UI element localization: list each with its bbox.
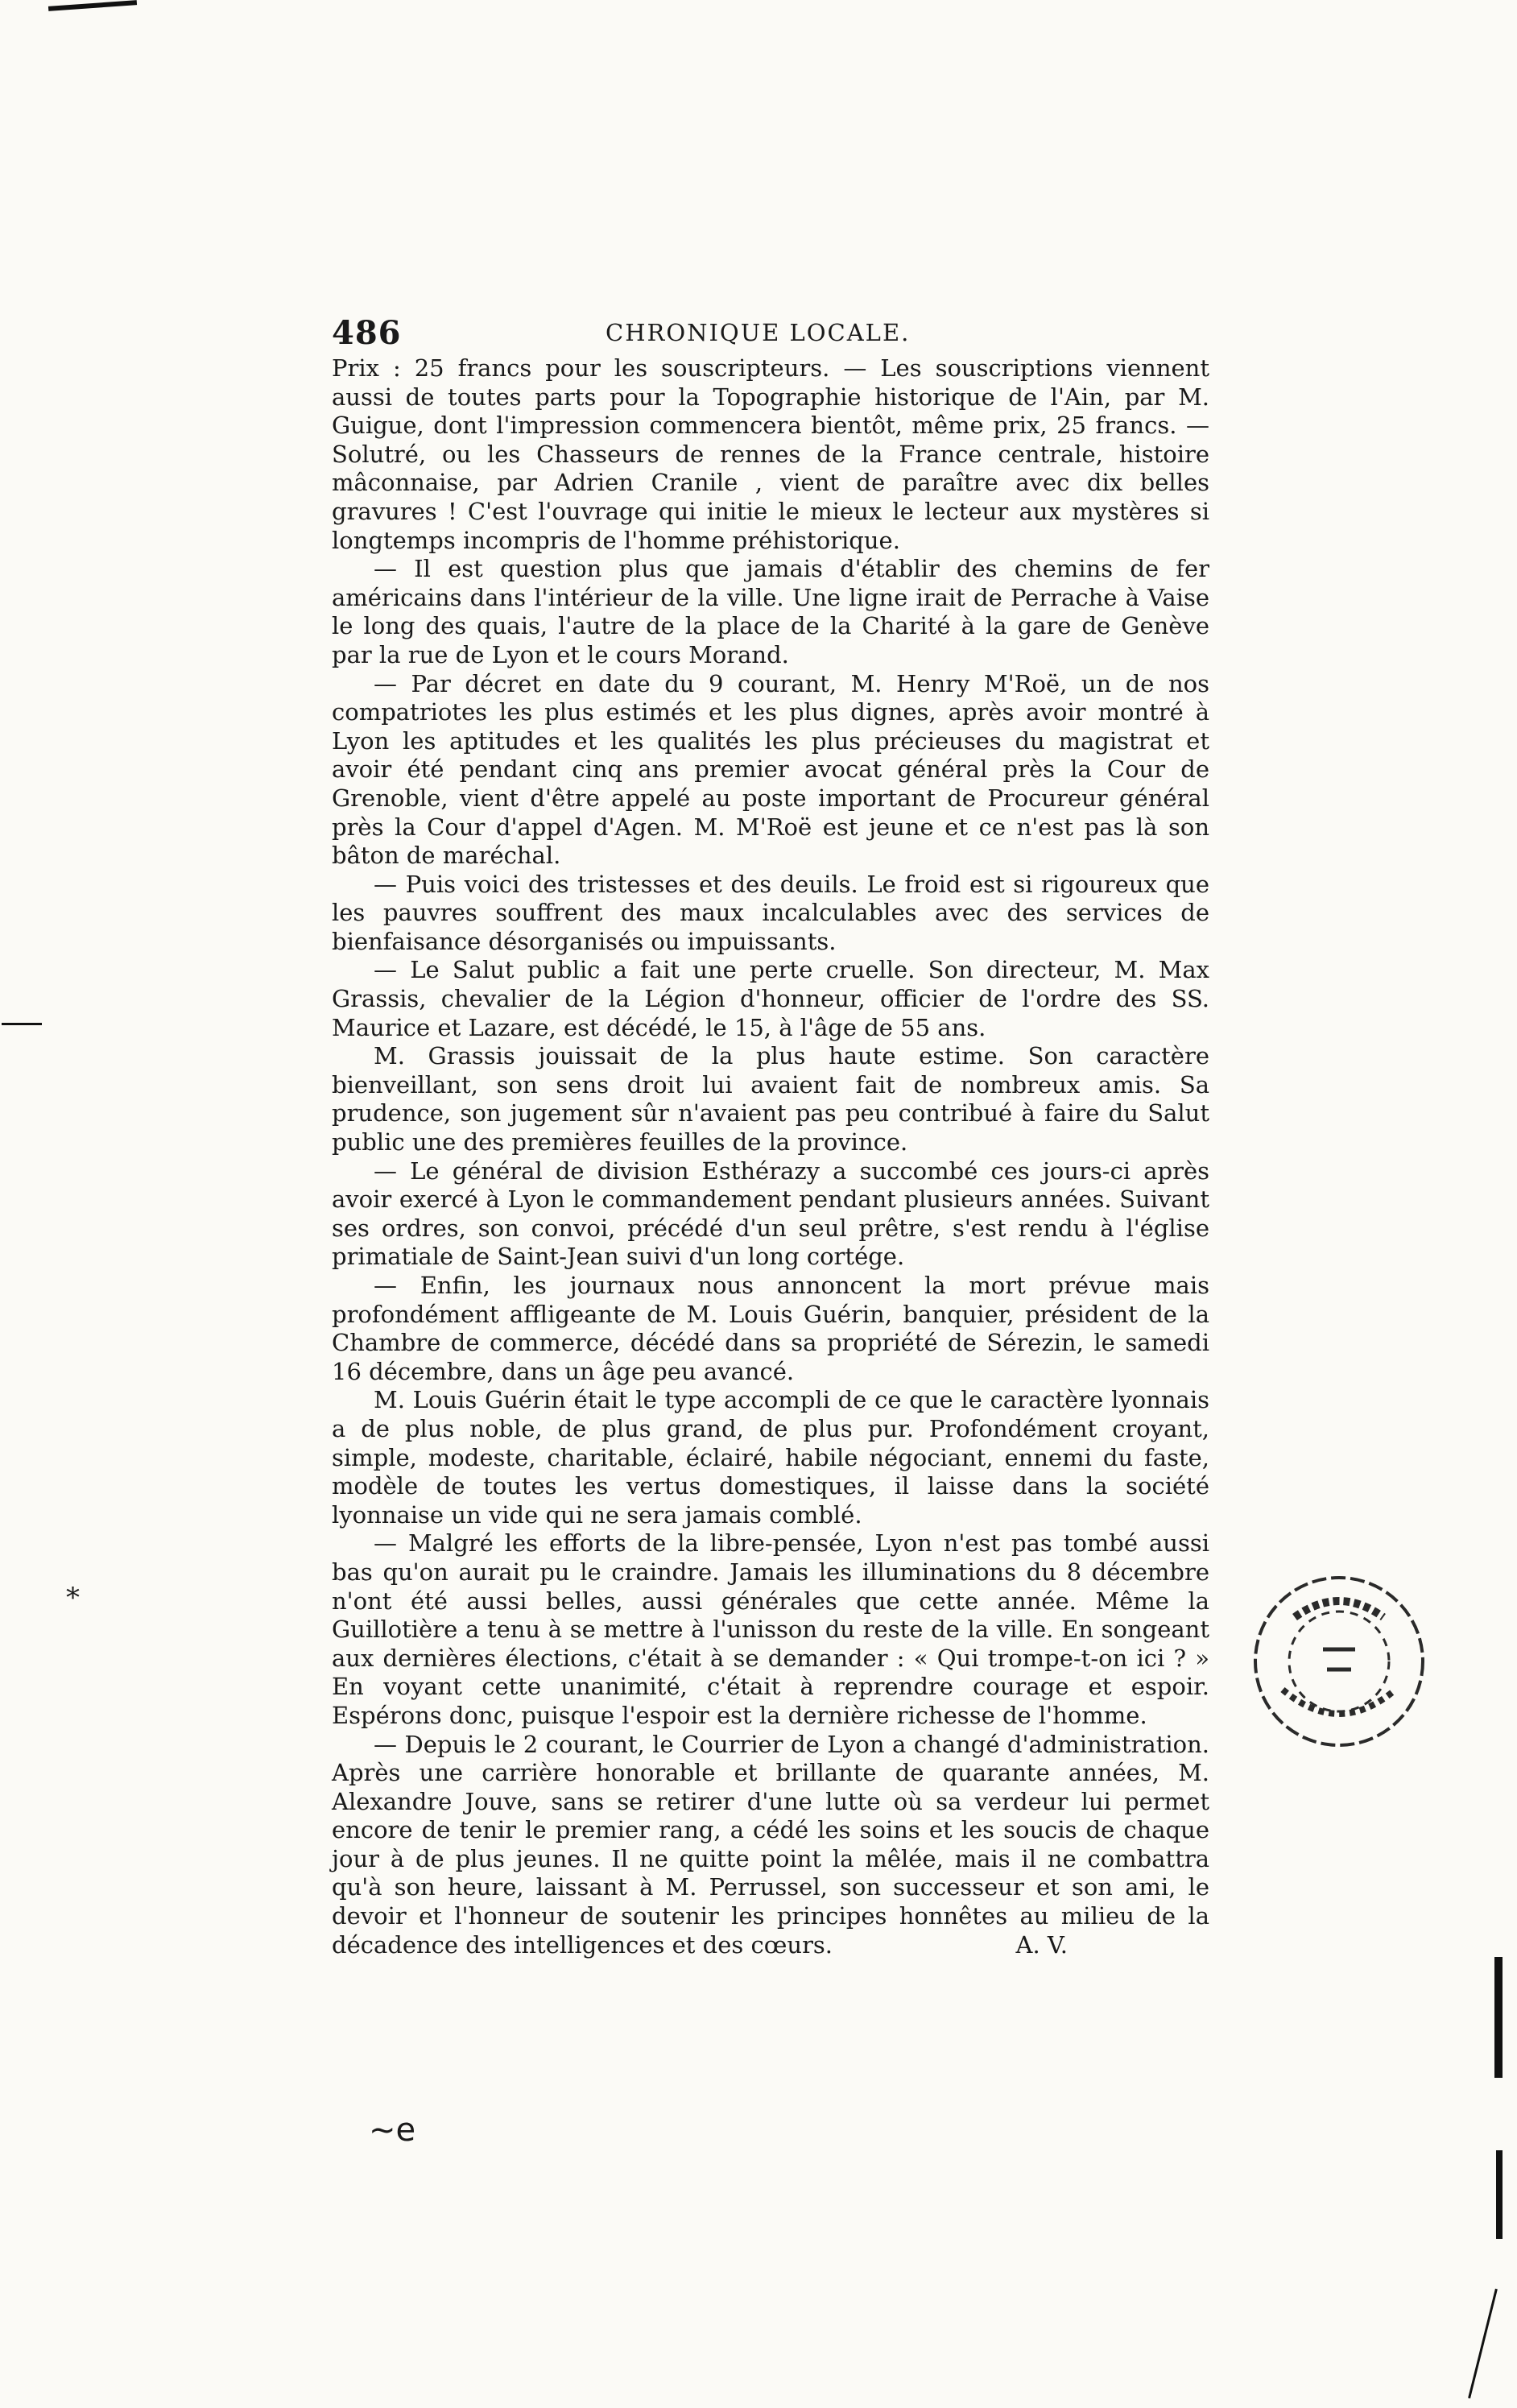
scan-edge-mark-left [2,1023,42,1025]
margin-star-mark: * [66,1582,80,1614]
paragraph: — Le général de division Esthérazy a succombé ces jours-ci après avoir exercé à Lyon le commandement pendant plusieurs années. Suivant ses ordres, son convoi, précédé d'un seul prêtre, s'est rendu à l'église primatiale de Saint-Jean suivi d'un long cortége. [332,1156,1209,1271]
paragraph: — Depuis le 2 courant, le Courrier de Lyon a changé d'administration. Après une carrière honorable et brillante de quarante années, M. Alexandre Jouve, sans se retirer d'une lutte où sa verdeur lui permet encore de tenir le premier rang, a cédé les soins et les soucis de chaque jour à de plus jeunes. Il ne quitte point la mêlée, mais il ne combattra qu'à son heure, laissant à M. Perrussel, son successeur et son ami, le devoir et l'honneur de soutenir les principes honnêtes au milieu de la décadence des intelligences et des cœurs. [332,1730,1209,1959]
library-stamp-icon [1246,1569,1432,1754]
signature: A. V. [1015,1930,1068,1959]
scan-edge-mark-right-1 [1494,1957,1503,2078]
page-header [332,314,1217,350]
scan-edge-mark-top [48,0,137,11]
paragraph: — Le Salut public a fait une perte cruelle. Son directeur, M. Max Grassis, chevalier de la Légion d'honneur, officier de l'ordre des SS. Maurice et Lazare, est décédé, le 15, à l'âge de 55 ans. [332,956,1209,1041]
paragraph: M. Louis Guérin était le type accompli de ce que le caractère lyonnais a de plus noble, de plus grand, de plus pur. Profondément croyant, simple, modeste, charitable, éclairé, habile négociant, ennemi du faste, modèle de toutes les vertus domestiques, il laisse dans la société lyonnaise un vide qui ne sera jamais comblé. [332,1386,1209,1529]
paragraph: — Enfin, les journaux nous annoncent la mort prévue mais profondément affligeante de M. Louis Guérin, banquier, président de la Chambre de commerce, décédé dans sa propriété de Sérezin, le samedi 16 décembre, dans un âge peu avancé. [332,1272,1209,1385]
scan-edge-mark-right-3 [1468,2289,1498,2399]
article-body [332,354,1209,1959]
scan-edge-mark-right-2 [1496,2150,1503,2239]
paragraph: M. Grassis jouissait de la plus haute estime. Son caractère bienveillant, son sens droit lui avaient fait de nombreux amis. Sa prudence, son jugement sûr n'avaient pas peu contribué à faire du Salut public une des premières feuilles de la province. [332,1042,1209,1156]
paragraph: — Par décret en date du 9 courant, M. Henry M'Roë, un de nos compatriotes les plus estimés et les plus dignes, après avoir montré à Lyon les aptitudes et les qualités les plus précieuses du magistrat et avoir été pendant cinq ans premier avocat général près la Cour de Grenoble, vient d'être appelé au poste important de Procureur général près la Cour d'appel d'Agen. M. M'Roë est jeune et ce n'est pas là son bâton de maréchal. [332,669,1209,870]
paragraph: — Il est question plus que jamais d'établir des chemins de fer américains dans l'intérieur de la ville. Une ligne irait de Perrache à Vaise le long des quais, l'autre de la place de la Charité à la gare de Genève par la rue de Lyon et le cours Morand. [332,555,1209,668]
paragraph: — Malgré les efforts de la libre-pensée, Lyon n'est pas tombé aussi bas qu'on aurait pu le craindre. Jamais les illuminations du 8 décembre n'ont été aussi belles, aussi générales que cette année. Même la Guillotière a tenu à se mettre à l'unisson du reste de la ville. En songeant aux dernières élections, c'était à se demander : « Qui trompe-t-on ici ? » En voyant cette unanimité, c'était à reprendre courage et espoir. Espérons donc, puisque l'espoir est la dernière richesse de l'homme. [332,1529,1209,1729]
running-title: CHRONIQUE LOCALE. [606,319,911,346]
page-number: 486 [332,314,402,352]
bottom-ornament: ~e [369,2112,416,2149]
paragraph: Prix : 25 francs pour les souscripteurs. — Les souscriptions viennent aussi de toutes parts pour la Topographie historique de l'Ain, par M. Guigue, dont l'impression commencera bientôt, même prix, 25 francs. — Solutré, ou les Chasseurs de rennes de la France centrale, histoire mâconnaise, par Adrien Cranile , vient de paraître avec dix belles gravures ! C'est l'ouvrage qui initie le mieux le lecteur aux mystères si longtemps incompris de l'homme préhistorique. [332,354,1209,554]
paragraph: — Puis voici des tristesses et des deuils. Le froid est si rigoureux que les pauvres souffrent des maux incalculables avec des services de bienfaisance désorganisés ou impuissants. [332,870,1209,955]
